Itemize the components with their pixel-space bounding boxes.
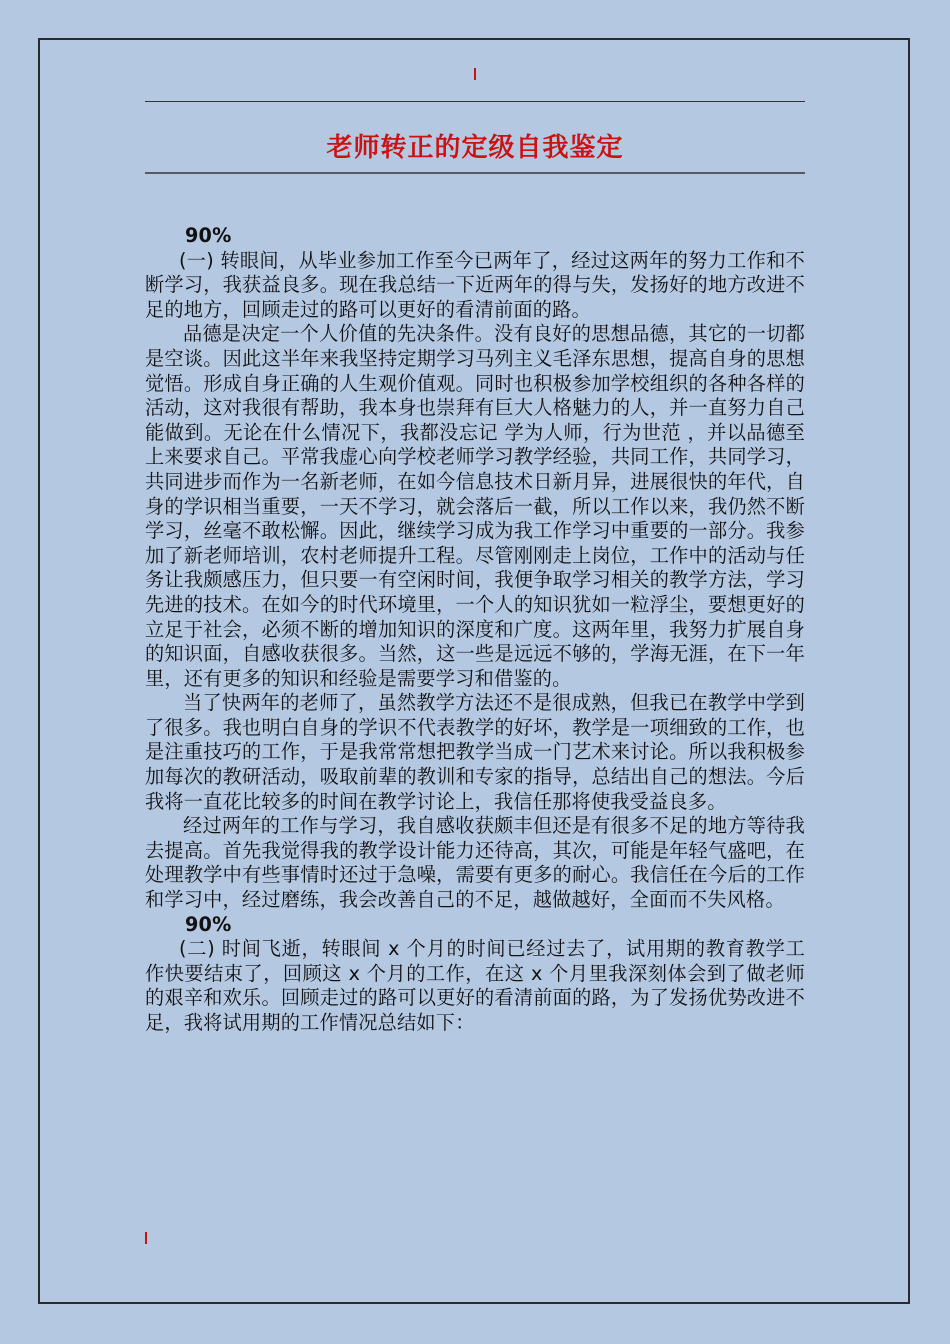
section-two-intro: (二) 时间飞逝，转眼间 x 个月的时间已经过去了，试用期的教育教学工作快要结束了，回顾这 x 个月的工作，在这 x 个月里我深刻体会到了做老师的艰辛和欢乐。回顾走过的路可以更好的看清前面的路，为了发扬优势改进不足，我将试用期的工作情况总结如下： bbox=[145, 937, 805, 1034]
section-one-intro: (一) 转眼间，从毕业参加工作至今已两年了，经过这两年的努力工作和不断学习，我获益良多。现在我总结一下近两年的得与失，发扬好的地方改进不足的地方，回顾走过的路可以更好的看清前面的路。 bbox=[145, 248, 805, 321]
document-body bbox=[145, 224, 805, 1036]
paragraph-teaching: 当了快两年的老师了，虽然教学方法还不是很成熟，但我已在教学中学到了很多。我也明白自身的学识不代表教学的好坏，教学是一项细致的工作，也是注重技巧的工作，于是我常常想把教学当成一门艺术来讨论。所以我积极参加每次的教研活动，吸取前辈的教训和专家的指导，总结出自己的想法。今后我将一直花比较多的时间在教学讨论上，我信任那将使我受益良多。 bbox=[145, 691, 805, 813]
top-margin-mark bbox=[474, 68, 476, 80]
paragraph-moral-study: 品德是决定一个人价值的先决条件。没有良好的思想品德，其它的一切都是空谈。因此这半年来我坚持定期学习马列主义毛泽东思想，提高自身的思想觉悟。形成自身正确的人生观价值观。同时也积极参加学校组织的各种各样的活动，这对我很有帮助，我本身也崇拜有巨大人格魅力的人，并一直努力自己能做到。无论在什么情况下，我都没忘记 学为人师，行为世范 ，并以品德至上来要求自己。平常我虚心向学校老师学习教学经验，共同工作，共同学习，共同进步而作为一名新老师，在如今信息技术日新月异，进展很快的年代，自身的学识相当重要，一天不学习，就会落后一截，所以工作以来，我仍然不断学习，丝毫不敢松懈。因此，继续学习成为我工作学习中重要的一部分。我参加了新老师培训，农村老师提升工程。尽管刚刚走上岗位，工作中的活动与任务让我颇感压力，但只要一有空闲时间，我便争取学习相关的教学方法，学习先进的技术。在如今的时代环境里，一个人的知识犹如一粒浮尘，要想更好的立足于社会，必须不断的增加知识的深度和广度。这两年里，我努力扩展自身的知识面，自感收获很多。当然，这一些是远远不够的，学海无涯，在下一年里，还有更多的知识和经验是需要学习和借鉴的。 bbox=[145, 322, 805, 690]
title-underline bbox=[145, 172, 805, 174]
percentage-marker: 90% bbox=[185, 912, 232, 936]
percentage-marker: 90% bbox=[185, 224, 232, 247]
header-rule bbox=[145, 101, 805, 102]
document-title: 老师转正的定级自我鉴定 bbox=[326, 133, 624, 163]
bottom-margin-mark bbox=[145, 1232, 147, 1244]
paragraph-shortcomings: 经过两年的工作与学习，我自感收获颇丰但还是有很多不足的地方等待我去提高。首先我觉得我的教学设计能力还待高，其次，可能是年轻气盛吧，在处理教学中有些事情时还过于急噪，需要有更多的耐心。我信任在今后的工作和学习中，经过磨练，我会改善自己的不足，越做越好，全面而不失风格。 bbox=[145, 814, 805, 912]
